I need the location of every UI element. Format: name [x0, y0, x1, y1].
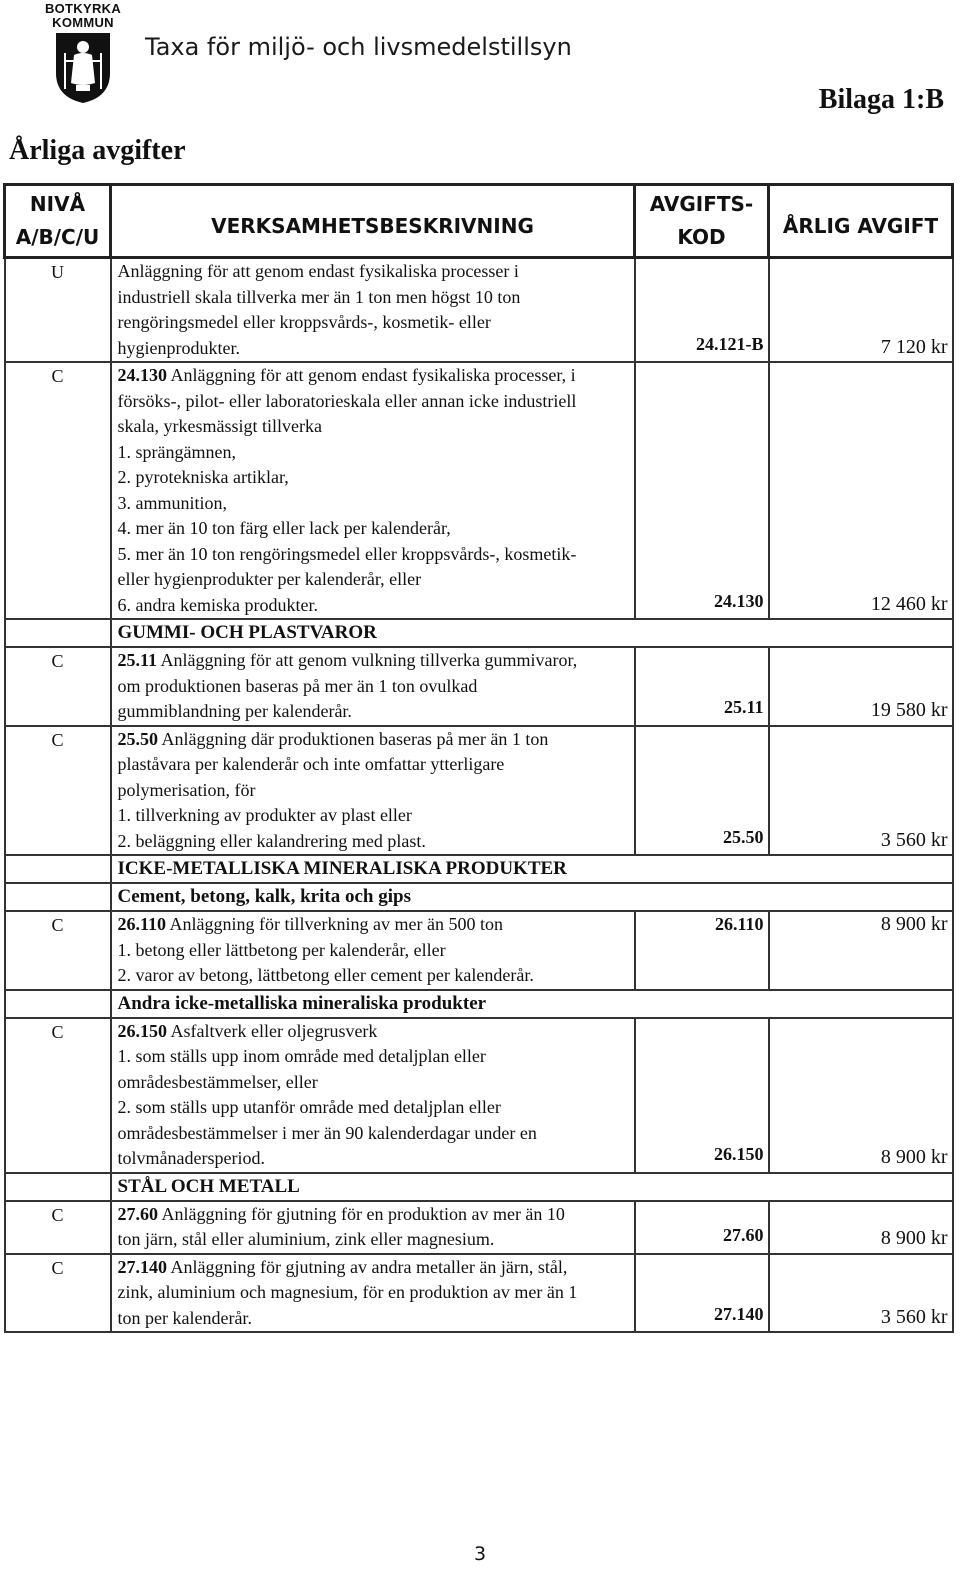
- category-level-cell: [5, 990, 111, 1018]
- description-cell: [111, 911, 635, 990]
- table-row: [5, 726, 953, 856]
- table-row: [5, 362, 953, 619]
- table-row: [5, 647, 953, 726]
- description-line: zink, aluminium och magnesium, för en produktion av mer än 1: [117, 1282, 578, 1302]
- description-line: 2. varor av betong, lättbetong eller cement per kalenderår.: [117, 965, 534, 985]
- description-text: Anläggning där produktionen baseras på mer än 1 ton: [158, 728, 549, 749]
- section-title: Årliga avgifter: [9, 135, 186, 166]
- table-row: [5, 1254, 953, 1333]
- table-row: [5, 911, 953, 990]
- annual-fee-cell: 3 560 kr: [769, 1254, 953, 1333]
- activity-code: 27.140: [117, 1256, 167, 1277]
- description-text: Anläggning för att genom vulkning tillverka gummivaror,: [157, 650, 578, 670]
- category-row: [5, 990, 953, 1018]
- level-cell: C: [5, 1254, 111, 1333]
- annual-fee-cell: 8 900 kr: [769, 1201, 953, 1254]
- description-line: ton järn, stål eller aluminium, zink eller magnesium.: [117, 1229, 495, 1249]
- category-heading: Andra icke-metalliska mineraliska produkter: [111, 990, 953, 1018]
- fee-code-cell: 27.60: [635, 1201, 769, 1254]
- category-level-cell: [5, 619, 111, 647]
- description-text: Asfaltverk eller oljegrusverk: [167, 1020, 378, 1041]
- description-text: Anläggning för tillverkning av mer än 500 ton: [166, 914, 503, 934]
- description-line: tolvmånadersperiod.: [117, 1148, 265, 1168]
- description-line: 1. betong eller lättbetong per kalenderår, eller: [117, 939, 446, 960]
- category-row: [5, 619, 953, 647]
- page-number: 3: [473, 1543, 487, 1565]
- description-line: eller hygienprodukter per kalenderår, eller: [117, 569, 422, 589]
- description-cell: [111, 362, 635, 619]
- description-line: 4. mer än 10 ton färg eller lack per kalenderår,: [117, 518, 451, 538]
- table-row: [5, 258, 953, 363]
- description-text: Anläggning för gjutning av andra metaller än järn, stål,: [167, 1256, 568, 1277]
- appendix-label: Bilaga 1:B: [818, 84, 944, 115]
- description-text: Anläggning för att genom endast fysikaliska processer, i: [167, 365, 576, 385]
- table-row: [5, 1201, 953, 1254]
- description-line: polymerisation, för: [117, 779, 256, 800]
- description-line: försöks-, pilot- eller laboratorieskala eller annan icke industriell: [117, 390, 577, 411]
- description-line: [118, 363, 630, 389]
- description-line: [118, 1019, 630, 1045]
- category-row: [5, 855, 953, 883]
- description-cell: [111, 1201, 635, 1254]
- activity-code: 25.11: [117, 650, 158, 670]
- category-heading: STÅL OCH METALL: [111, 1173, 953, 1201]
- description-line: [118, 1202, 630, 1228]
- description-cell: [111, 258, 635, 363]
- description-line: Anläggning för att genom endast fysikaliska processer i: [117, 261, 519, 281]
- description-cell: [111, 1254, 635, 1333]
- description-cell: [111, 1018, 635, 1173]
- annual-fee-cell: 12 460 kr: [769, 362, 953, 619]
- category-level-cell: [5, 855, 111, 883]
- header-code: AVGIFTS- KOD: [635, 185, 769, 258]
- level-cell: U: [5, 258, 111, 363]
- category-level-cell: [5, 1173, 111, 1201]
- description-text: Anläggning för gjutning för en produktion av mer än 10: [158, 1203, 565, 1224]
- activity-code: 26.150: [117, 1020, 167, 1041]
- fee-code-cell: 25.11: [635, 647, 769, 726]
- level-cell: C: [5, 647, 111, 726]
- header-fee: ÅRLIG AVGIFT: [769, 185, 953, 258]
- description-line: plaståvara per kalenderår och inte omfattar ytterligare: [117, 754, 505, 774]
- annual-fee-cell: 19 580 kr: [769, 647, 953, 726]
- fee-code-cell: 24.121-B: [635, 258, 769, 363]
- description-line: 2. beläggning eller kalandrering med plast.: [117, 830, 426, 851]
- activity-code: 27.60: [117, 1203, 158, 1224]
- description-line: [118, 648, 630, 674]
- category-heading: Cement, betong, kalk, krita och gips: [111, 883, 953, 911]
- description-line: 2. pyrotekniska artiklar,: [117, 467, 289, 487]
- description-cell: [111, 726, 635, 856]
- description-line: hygienprodukter.: [117, 337, 240, 358]
- header-level: NIVÅ A/B/C/U: [5, 185, 111, 258]
- description-cell: [111, 647, 635, 726]
- table-header-row: [5, 185, 953, 258]
- fee-table: [3, 183, 954, 1333]
- description-line: rengöringsmedel eller kroppsvårds-, kosmetik- eller: [117, 312, 491, 332]
- fee-code-cell: 26.110: [635, 911, 769, 990]
- table-body: [5, 258, 953, 1333]
- fee-code-cell: 27.140: [635, 1254, 769, 1333]
- fee-code-cell: 26.150: [635, 1018, 769, 1173]
- category-row: [5, 883, 953, 911]
- logo-name-line2: KOMMUN: [52, 15, 114, 30]
- category-level-cell: [5, 883, 111, 911]
- description-line: industriell skala tillverka mer än 1 ton men högst 10 ton: [117, 286, 521, 307]
- description-line: områdesbestämmelser i mer än 90 kalenderdagar under en: [117, 1122, 537, 1143]
- category-heading: GUMMI- OCH PLASTVAROR: [111, 619, 953, 647]
- municipality-logo: [38, 2, 128, 105]
- description-line: 3. ammunition,: [117, 492, 227, 513]
- category-heading: ICKE-METALLISKA MINERALISKA PRODUKTER: [111, 855, 953, 883]
- annual-fee-cell: 3 560 kr: [769, 726, 953, 856]
- description-line: [118, 727, 630, 753]
- level-cell: C: [5, 362, 111, 619]
- activity-code: 25.50: [117, 728, 158, 749]
- logo-name-line1: BOTKYRKA: [44, 1, 122, 16]
- description-line: om produktionen baseras på mer än 1 ton ovulkad: [117, 675, 478, 696]
- category-row: [5, 1173, 953, 1201]
- description-line: gummiblandning per kalenderår.: [117, 701, 352, 721]
- description-line: [118, 912, 630, 938]
- annual-fee-cell: 8 900 kr: [769, 911, 953, 990]
- description-line: 5. mer än 10 ton rengöringsmedel eller kroppsvårds-, kosmetik-: [117, 543, 577, 564]
- document-title: Taxa för miljö- och livsmedelstillsyn: [145, 33, 572, 61]
- coat-of-arms-icon: [54, 31, 112, 105]
- annual-fee-cell: 7 120 kr: [769, 258, 953, 363]
- description-line: skala, yrkesmässigt tillverka: [117, 416, 322, 436]
- description-line: 6. andra kemiska produkter.: [117, 594, 318, 615]
- level-cell: C: [5, 1018, 111, 1173]
- activity-code: 24.130: [117, 365, 167, 385]
- table-row: [5, 1018, 953, 1173]
- fee-code-cell: 24.130: [635, 362, 769, 619]
- description-line: [118, 1255, 630, 1281]
- description-line: 1. tillverkning av produkter av plast eller: [117, 805, 412, 825]
- header-description: VERKSAMHETSBESKRIVNING: [111, 185, 635, 258]
- level-cell: C: [5, 726, 111, 856]
- description-line: 1. sprängämnen,: [117, 441, 236, 462]
- fee-code-cell: 25.50: [635, 726, 769, 856]
- description-line: 1. som ställs upp inom område med detaljplan eller: [117, 1046, 486, 1066]
- activity-code: 26.110: [117, 914, 167, 934]
- annual-fee-cell: 8 900 kr: [769, 1018, 953, 1173]
- level-cell: C: [5, 911, 111, 990]
- description-line: områdesbestämmelser, eller: [117, 1071, 318, 1092]
- level-cell: C: [5, 1201, 111, 1254]
- description-line: 2. som ställs upp utanför område med detaljplan eller: [117, 1097, 501, 1117]
- description-line: ton per kalenderår.: [117, 1307, 252, 1328]
